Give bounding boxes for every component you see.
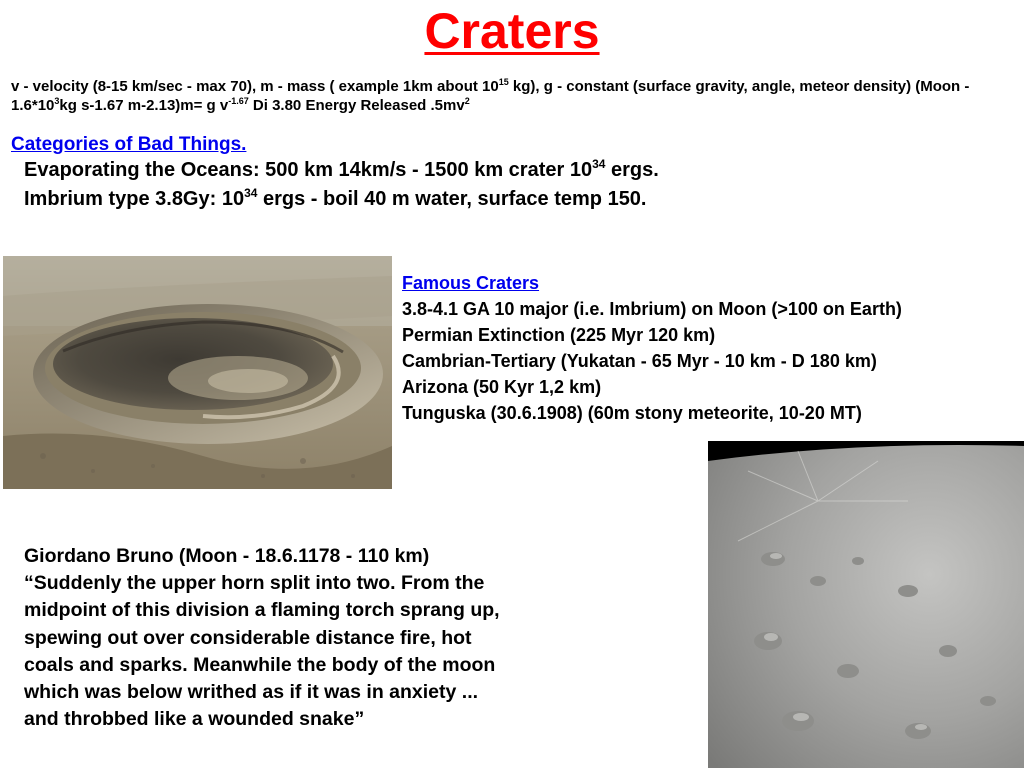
moon-photo-image — [708, 441, 1024, 768]
category-text: ergs. — [605, 159, 659, 181]
formula-text-part: kg), g - constant (surface gravity, angle, meteor density) (Moon - 1.6*10 — [11, 78, 970, 114]
category-item — [24, 187, 647, 211]
formula-exponent: 2 — [464, 96, 470, 106]
quote-line: Giordano Bruno (Moon - 18.6.1178 - 110 km) — [24, 545, 430, 567]
quote-line: “Suddenly the upper horn split into two. From the — [24, 572, 485, 595]
impact-formula-text — [11, 77, 1011, 115]
page-title: Craters — [424, 3, 600, 59]
famous-crater-item: Arizona (50 Kyr 1,2 km) — [402, 377, 602, 397]
quote-line: spewing out over considerable distance fire, hot — [24, 626, 472, 649]
category-item — [24, 158, 659, 182]
category-exponent: 34 — [592, 157, 606, 171]
formula-text-part: Di 3.80 Energy Released .5mv — [248, 97, 465, 114]
formula-exponent: -1.67 — [228, 96, 249, 106]
category-exponent: 34 — [244, 186, 258, 200]
formula-text-part: kg s-1.67 m-2.13)m= g v — [59, 97, 229, 114]
giordano-bruno-quote — [24, 543, 584, 733]
famous-craters-section — [402, 270, 1022, 426]
formula-exponent: 3 — [54, 96, 60, 106]
quote-line: which was below writhed as if it was in anxiety ... — [24, 681, 479, 704]
crater-photo — [3, 256, 392, 489]
quote-line: midpoint of this division a flaming torch sprang up, — [24, 599, 500, 622]
famous-craters-heading-link[interactable]: Famous Craters — [402, 273, 540, 293]
categories-heading-link[interactable]: Categories of Bad Things. — [11, 134, 247, 155]
category-text: ergs - boil 40 m water, surface temp 150. — [257, 188, 647, 210]
famous-crater-item: 3.8-4.1 GA 10 major (i.e. Imbrium) on Moon (>100 on Earth) — [402, 299, 902, 319]
famous-crater-item: Cambrian-Tertiary (Yukatan - 65 Myr - 10 km - D 180 km) — [402, 351, 877, 371]
crater-photo-image — [3, 256, 392, 489]
famous-crater-item: Permian Extinction (225 Myr 120 km) — [402, 325, 716, 345]
famous-crater-item: Tunguska (30.6.1908) (60m stony meteorite, 10-20 MT) — [402, 403, 862, 423]
quote-line: coals and sparks. Meanwhile the body of the moon — [24, 653, 496, 676]
formula-text-part: v - velocity (8-15 km/sec - max 70), m - mass ( example 1km about 10 — [11, 78, 499, 95]
category-text: Evaporating the Oceans: 500 km 14km/s - 1500 km crater 10 — [24, 159, 593, 181]
quote-line: and throbbed like a wounded snake” — [24, 708, 365, 731]
category-text: Imbrium type 3.8Gy: 10 — [24, 188, 245, 210]
moon-photo — [708, 441, 1024, 768]
formula-exponent: 15 — [498, 77, 509, 87]
